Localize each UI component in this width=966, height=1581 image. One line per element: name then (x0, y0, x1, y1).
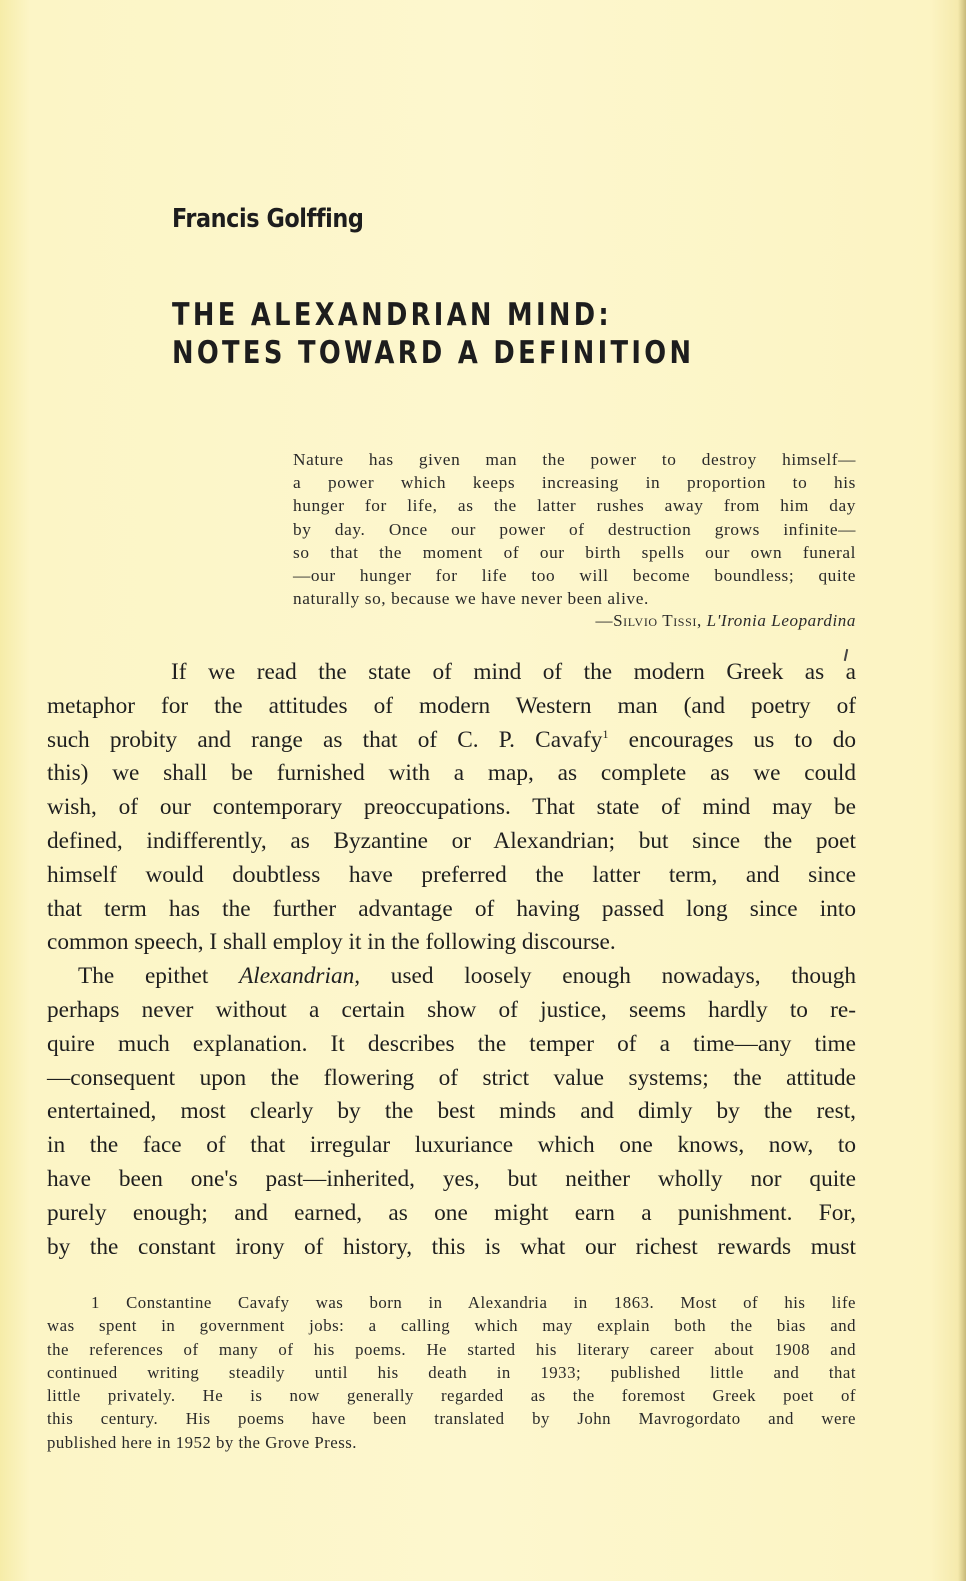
article-title (172, 296, 694, 372)
attribution-dash: — (595, 611, 614, 630)
body-line-part: The epithet (78, 963, 240, 990)
body-italic-term: Alexandrian, (239, 963, 361, 990)
body-line: have been one's past—inherited, yes, but neither wholly nor quite (47, 1165, 856, 1192)
body-line: defined, indifferently, as Byzantine or Alexandrian; but since the poet (47, 827, 856, 854)
epigraph-line: by day. Once our power of destruction grows infinite— (293, 519, 856, 539)
page-edge-shadow (958, 0, 966, 1581)
body-line: purely enough; and earned, as one might earn a punishment. For, (47, 1199, 856, 1226)
body-line: entertained, most clearly by the best minds and dimly by the rest, (47, 1098, 856, 1125)
author-name: Francis Golffing (172, 204, 364, 234)
title-line-1: THE ALEXANDRIAN MIND: (172, 297, 613, 333)
body-line: by the constant irony of history, this is what our richest rewards must (47, 1233, 856, 1260)
attribution-author: Silvio Tissi, (613, 611, 702, 630)
epigraph-line: naturally so, because we have never been alive. (293, 589, 649, 609)
attribution-work: L'Ironia Leopardina (706, 611, 856, 630)
footnote-line: published here in 1952 by the Grove Press. (47, 1432, 357, 1452)
body-line-part: used loosely enough nowadays, though (360, 963, 856, 990)
footnote (47, 1291, 856, 1454)
body-line: —consequent upon the flowering of strict value systems; the attitude (47, 1064, 856, 1091)
title-line-2: NOTES TOWARD A DEFINITION (172, 335, 695, 371)
body-line: quire much explanation. It describes the temper of a time—any time (47, 1030, 856, 1057)
body-line-paragraph-start (47, 960, 856, 994)
footnote-line: little privately. He is now generally regarded as the foremost Greek poet of (47, 1386, 856, 1406)
epigraph-line: Nature has given man the power to destroy himself— (293, 450, 856, 469)
epigraph-line: a power which keeps increasing in proportion to his (293, 473, 856, 493)
footnote-line: was spent in government jobs: a calling which may explain both the bias and (47, 1316, 856, 1336)
body-text (47, 656, 856, 1264)
body-line: perhaps never without a certain show of justice, seems hardly to re- (47, 996, 856, 1023)
body-line-with-footnote-ref (47, 724, 856, 758)
footnote-line: the references of many of his poems. He started his literary career about 1908 and (47, 1339, 856, 1359)
footnote-line: continued writing steadily until his death in 1933; published little and that (47, 1362, 856, 1382)
footnote-ref[interactable]: 1 (602, 726, 609, 741)
body-line: that term has the further advantage of having passed long since into (47, 895, 856, 922)
body-line: metaphor for the attitudes of modern Western man (and poetry of (47, 692, 856, 719)
footnote-line: 1 Constantine Cavafy was born in Alexandria in 1863. Most of his life (91, 1293, 856, 1312)
epigraph-attribution (480, 611, 856, 631)
body-line: this) we shall be furnished with a map, as complete as we could (47, 760, 856, 787)
body-line: in the face of that irregular luxuriance which one knows, now, to (47, 1132, 856, 1159)
epigraph-line: —our hunger for life too will become boundless; quite (293, 565, 856, 585)
epigraph-line: hunger for life, as the latter rushes away from him day (293, 496, 856, 516)
body-line: If we read the state of mind of the modern Greek as a (171, 659, 856, 685)
epigraph (293, 448, 856, 610)
body-line: common speech, I shall employ it in the following discourse. (47, 929, 616, 956)
epigraph-line: so that the moment of our birth spells our own funeral (293, 542, 856, 562)
body-line-part: such probity and range as that of C. P. Cavafy (47, 726, 603, 753)
body-line: wish, of our contemporary preoccupations. That state of mind may be (47, 794, 856, 821)
body-line-part: encourages us to do (628, 726, 857, 753)
footnote-line: this century. His poems have been translated by John Mavrogordato and were (47, 1409, 856, 1429)
body-line: himself would doubtless have preferred the latter term, and since (47, 861, 856, 888)
